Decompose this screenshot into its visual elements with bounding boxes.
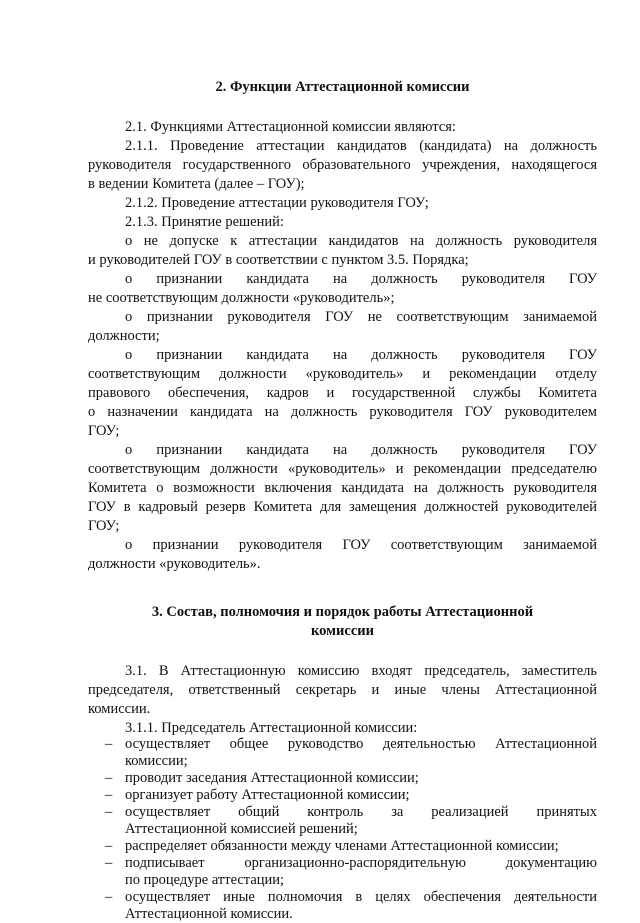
- paragraph-line: о признании кандидата на должность руководителя ГОУ: [125, 347, 597, 363]
- paragraph-line: председателя, ответственный секретарь и иные члены Аттестационной: [88, 682, 597, 698]
- list-item-text: Аттестационной комиссией решений;: [125, 821, 358, 837]
- section-2-heading: 2. Функции Аттестационной комиссии: [215, 79, 470, 95]
- section-3-heading: 3. Состав, полномочия и порядок работы Аттестационной: [151, 604, 534, 620]
- list-dash: –: [105, 889, 113, 905]
- paragraph-line: 2.1. Функциями Аттестационной комиссии являются:: [125, 119, 456, 135]
- paragraph-line: ГОУ в кадровый резерв Комитета для замещения должностей руководителей: [88, 499, 597, 515]
- paragraph-line: соответствующим должности «руководитель» и рекомендации отделу: [88, 366, 597, 382]
- paragraph-line: 2.1.2. Проведение аттестации руководителя ГОУ;: [125, 195, 429, 211]
- list-dash: –: [105, 787, 113, 803]
- list-dash: –: [105, 804, 113, 820]
- paragraph-line: 2.1.3. Принятие решений:: [125, 214, 284, 230]
- list-item-text: по процедуре аттестации;: [125, 872, 285, 888]
- list-item-text: осуществляет общее руководство деятельностью Аттестационной: [125, 736, 597, 752]
- paragraph-line: ГОУ;: [88, 423, 120, 439]
- paragraph-line: должности;: [88, 328, 160, 344]
- paragraph-line: правового обеспечения, кадров и государственной службы Комитета: [88, 385, 597, 401]
- paragraph-line: в ведении Комитета (далее – ГОУ);: [88, 176, 305, 192]
- paragraph-line: руководителя государственного образовательного учреждения, находящегося: [88, 157, 597, 173]
- list-dash: –: [105, 838, 113, 854]
- list-dash: –: [105, 736, 113, 752]
- paragraph-line: комиссии.: [88, 701, 151, 717]
- list-item-text: организует работу Аттестационной комиссии;: [125, 787, 410, 803]
- paragraph-line: 2.1.1. Проведение аттестации кандидатов (кандидата) на должность: [125, 138, 597, 154]
- paragraph-line: и руководителей ГОУ в соответствии с пунктом 3.5. Порядка;: [88, 252, 469, 268]
- list-item-text: распределяет обязанности между членами Аттестационной комиссии;: [125, 838, 559, 854]
- paragraph-line: 3.1. В Аттестационную комиссию входят председатель, заместитель: [125, 663, 597, 679]
- paragraph-line: должности «руководитель».: [88, 556, 261, 572]
- list-dash: –: [105, 855, 113, 871]
- list-item-text: проводит заседания Аттестационной комиссии;: [125, 770, 419, 786]
- list-item-text: комиссии;: [125, 753, 188, 769]
- list-item-text: Аттестационной комиссии.: [125, 906, 293, 922]
- paragraph-line: не соответствующим должности «руководитель»;: [88, 290, 395, 306]
- paragraph-line: о признании руководителя ГОУ не соответствующим занимаемой: [125, 309, 597, 325]
- list-item-text: осуществляет общий контроль за реализацией принятых: [125, 804, 597, 820]
- paragraph-line: о не допуске к аттестации кандидатов на должность руководителя: [125, 233, 597, 249]
- paragraph-line: ГОУ;: [88, 518, 120, 534]
- list-item-text: осуществляет иные полномочия в целях обеспечения деятельности: [125, 889, 597, 905]
- paragraph-line: 3.1.1. Председатель Аттестационной комиссии:: [125, 720, 418, 736]
- paragraph-line: Комитета о возможности включения кандидата на должность руководителя: [88, 480, 597, 496]
- paragraph-line: о признании кандидата на должность руководителя ГОУ: [125, 271, 597, 287]
- paragraph-line: о признании руководителя ГОУ соответствующим занимаемой: [125, 537, 597, 553]
- list-dash: –: [105, 770, 113, 786]
- section-3-heading-continued: комиссии: [311, 623, 374, 639]
- paragraph-line: о назначении кандидата на должность руководителя ГОУ руководителем: [88, 404, 597, 420]
- paragraph-line: соответствующим должности «руководитель» и рекомендации председателю: [88, 461, 597, 477]
- list-item-text: подписывает организационно-распорядительную документацию: [125, 855, 597, 871]
- paragraph-line: о признании кандидата на должность руководителя ГОУ: [125, 442, 597, 458]
